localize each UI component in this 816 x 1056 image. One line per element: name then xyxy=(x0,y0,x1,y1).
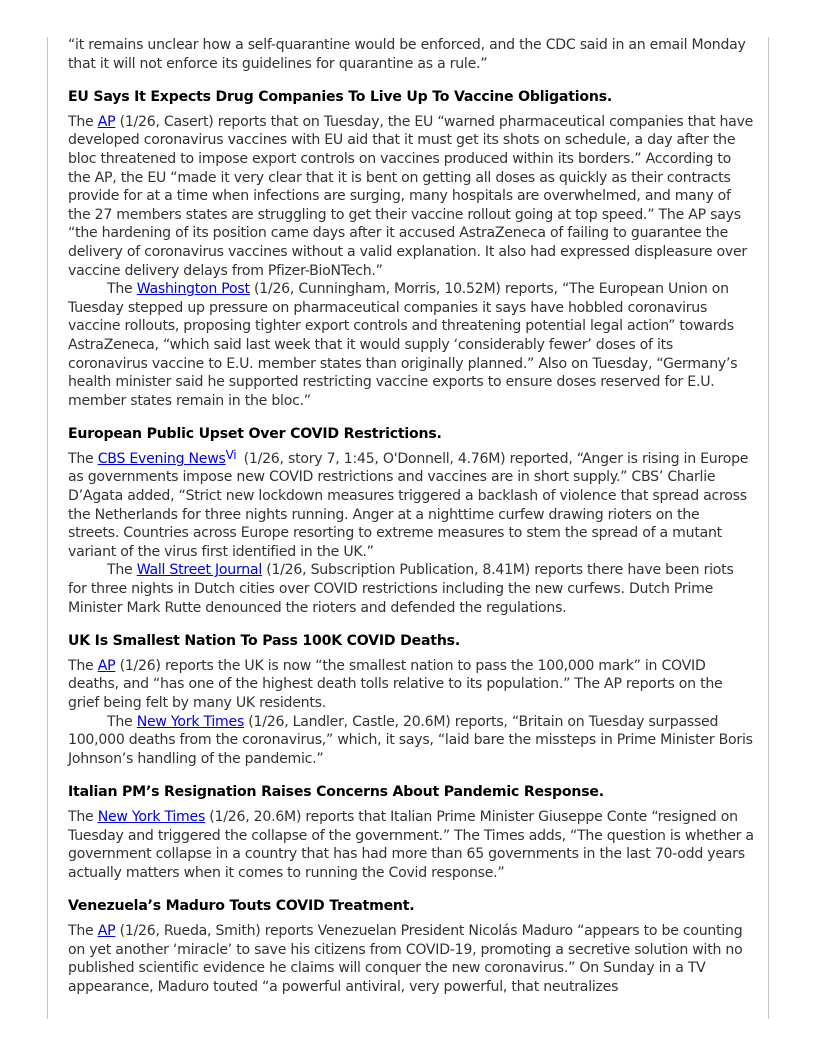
article-paragraph xyxy=(68,808,754,882)
paragraph-text: (1/26, story 7, 1:45, O'Donnell, 4.76M) reported, “Anger is rising in Europe as governments impose new COVID restrictions and vaccines are in short supply.” CBS’ Charlie D’Agata added, “Strict new lockdown measures triggered a backlash of violence that spread across the Netherlands for three nights running. Anger at a nighttime curfew drawing rioters on the streets. Countries across Europe resorting to extreme measures to stem the spread of a mutant variant of the virus first identified in the UK.” xyxy=(68,450,749,560)
paragraph-text: (1/26, Landler, Castle, 20.6M) reports, “Britain on Tuesday surpassed 100,000 deaths from the coronavirus,” which, it says, “laid bare the missteps in Prime Minister Boris Johnson’s handling of the pandemic.” xyxy=(68,713,753,767)
paragraph-prefix: The xyxy=(107,562,137,579)
page-border-right xyxy=(768,37,769,1019)
article-headline: EU Says It Expects Drug Companies To Live Up To Vaccine Obligations. xyxy=(68,89,613,106)
source-link-cbs-evening-news[interactable]: CBS Evening News xyxy=(97,450,226,467)
source-link-ap[interactable]: AP xyxy=(97,113,116,130)
paragraph-prefix: The xyxy=(68,808,98,825)
article-european-public-upset xyxy=(68,425,754,617)
article-paragraph xyxy=(68,280,754,410)
page-border-left xyxy=(47,37,48,1019)
paragraph-prefix: The xyxy=(68,450,98,467)
article-maduro-covid-treatment xyxy=(68,897,754,996)
article-uk-100k-deaths xyxy=(68,632,754,768)
paragraph-prefix: The xyxy=(107,281,137,298)
article-headline: Venezuela’s Maduro Touts COVID Treatment. xyxy=(68,898,415,915)
source-link-new-york-times[interactable]: New York Times xyxy=(136,713,245,730)
article-headline: Italian PM’s Resignation Raises Concerns About Pandemic Response. xyxy=(68,784,604,801)
newsletter-content xyxy=(68,36,754,996)
source-link-wall-street-journal[interactable]: Wall Street Journal xyxy=(136,562,262,579)
paragraph-prefix: The xyxy=(68,922,98,939)
article-italian-pm-resignation xyxy=(68,783,754,882)
paragraph-text: (1/26, Subscription Publication, 8.41M) reports there have been riots for three nights in Dutch cities over COVID restrictions including the new curfews. Dutch Prime Minister Mark Rutte denounced the rioters and defended the regulations. xyxy=(68,562,734,616)
paragraph-text: (1/26, Cunningham, Morris, 10.52M) reports, “The European Union on Tuesday stepped up pressure on pharmaceutical companies it says have hobbled coronavirus vaccine rollouts, proposing tighter export controls and threatening potential legal action” towards AstraZeneca, “which said last week that it would supply ‘considerably fewer’ doses of its coronavirus vaccine to E.U. member states than originally planned.” Also on Tuesday, “Germany’s health minister said he supported restricting vaccine exports to ensure doses reserved for E.U. member states remain in the bloc.” xyxy=(68,281,738,409)
paragraph-prefix: The xyxy=(68,113,98,130)
source-link-new-york-times[interactable]: New York Times xyxy=(97,808,206,825)
source-link-washington-post[interactable]: Washington Post xyxy=(136,281,250,298)
article-headline: European Public Upset Over COVID Restrictions. xyxy=(68,426,442,443)
article-eu-vaccine-obligations xyxy=(68,88,754,410)
article-paragraph xyxy=(68,713,754,769)
video-icon[interactable]: Vi xyxy=(225,447,237,462)
article-paragraph xyxy=(68,922,754,996)
article-paragraph xyxy=(68,657,754,713)
paragraph-prefix: The xyxy=(68,657,98,674)
lead-continuation-paragraph: “it remains unclear how a self-quarantine would be enforced, and the CDC said in an email Monday that it will not enforce its guidelines for quarantine as a rule.” xyxy=(68,37,746,72)
source-link-ap[interactable]: AP xyxy=(97,657,116,674)
paragraph-text: (1/26, Rueda, Smith) reports Venezuelan President Nicolás Maduro “appears to be counting on yet another ‘miracle’ to save his citizens from COVID-19, promoting a secretive solution with no published scientific evidence he claims will conquer the new coronavirus.” On Sunday in a TV appearance, Maduro touted “a powerful antiviral, very powerful, that neutralizes xyxy=(68,922,743,995)
article-paragraph xyxy=(68,113,754,280)
paragraph-text: (1/26) reports the UK is now “the smallest nation to pass the 100,000 mark” in COVID deaths, and “has one of the highest death tolls relative to its population.” The AP reports on the grief being felt by many UK residents. xyxy=(68,657,723,711)
article-headline: UK Is Smallest Nation To Pass 100K COVID Deaths. xyxy=(68,633,461,650)
paragraph-text: (1/26, Casert) reports that on Tuesday, the EU “warned pharmaceutical companies that have developed coronavirus vaccines with EU aid that it must get its shots on schedule, a day after the bloc threatened to impose export controls on vaccines produced within its borders.” According to the AP, the EU “made it very clear that it is bent on getting all doses as quickly as their contracts provide for at a time when infections are surging, many hospitals are overwhelmed, and many of the 27 members states are struggling to get their vaccine rollout going at top speed.” The AP says “the hardening of its position came days after it accused AstraZeneca of failing to guarantee the delivery of coronavirus vaccines without a valid explanation. It also had expressed displeasure over vaccine delivery delays from Pfizer-BioNTech.” xyxy=(68,113,754,279)
source-link-ap[interactable]: AP xyxy=(97,922,116,939)
paragraph-prefix: The xyxy=(107,713,137,730)
article-paragraph xyxy=(68,561,754,617)
article-paragraph xyxy=(68,447,754,562)
paragraph-text: (1/26, 20.6M) reports that Italian Prime Minister Giuseppe Conte “resigned on Tuesday and triggered the collapse of the government.” The Times adds, “The question is whether a government collapse in a country that has had more than 65 governments in the last 70-odd years actually matters when it comes to running the Covid response.” xyxy=(68,808,754,881)
